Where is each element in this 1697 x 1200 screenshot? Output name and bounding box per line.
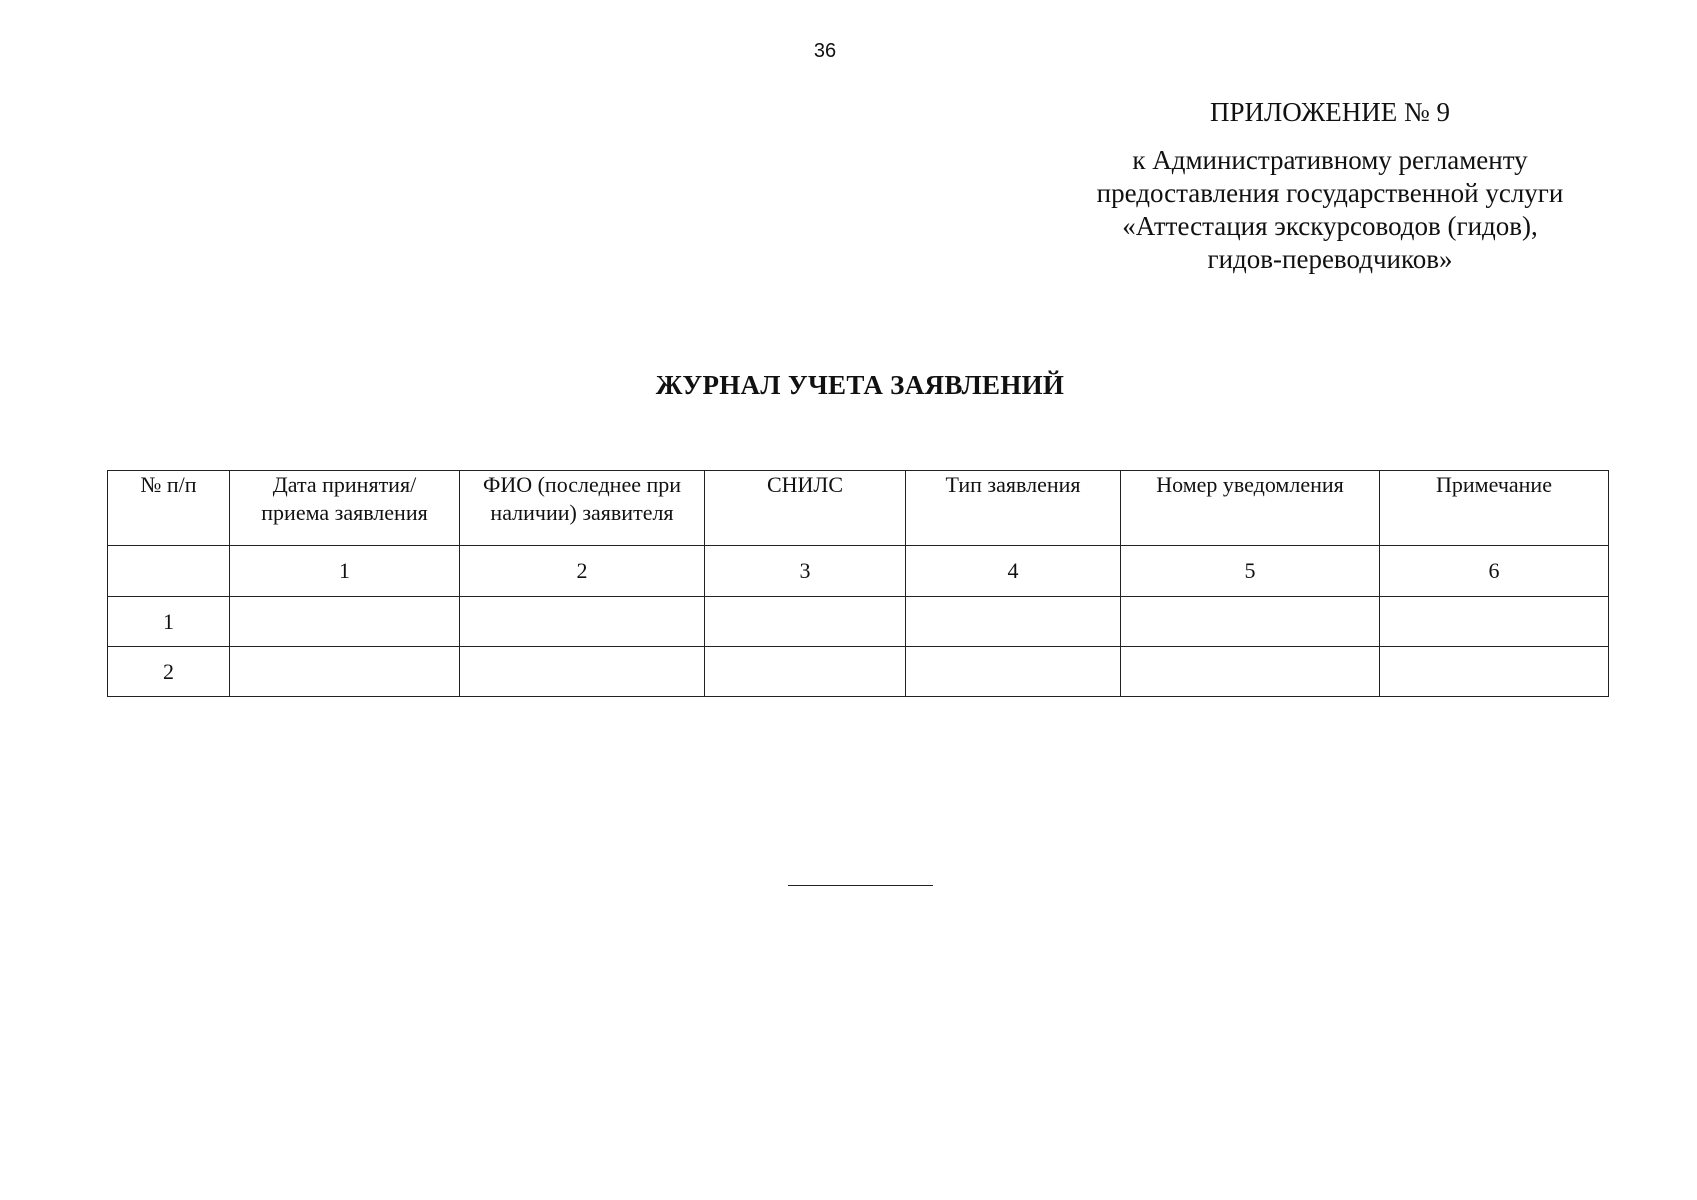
- header-cell-notice-number: [1121, 471, 1380, 546]
- appendix-title: ПРИЛОЖЕНИЕ № 9: [1209, 97, 1451, 127]
- appendix-line: гидов-переводчиков»: [1207, 244, 1453, 274]
- table-cell: 1: [230, 546, 460, 597]
- journal-table: [107, 470, 1609, 697]
- header-text: № п/п: [140, 472, 197, 497]
- header-cell-date: [230, 471, 460, 546]
- appendix-line: «Аттестация экскурсоводов (гидов),: [1122, 211, 1538, 241]
- table-cell: [460, 647, 705, 697]
- table-header-row: [108, 471, 1609, 546]
- table-cell: 3: [705, 546, 906, 597]
- table-cell: 2: [108, 647, 230, 697]
- end-divider-line: [788, 885, 933, 886]
- header-cell-name: [460, 471, 705, 546]
- appendix-line: к Административному регламенту: [1132, 145, 1528, 175]
- table-row: [108, 647, 1609, 697]
- table-cell: [1121, 597, 1380, 647]
- table-cell: [460, 597, 705, 647]
- header-cell-note: [1380, 471, 1609, 546]
- header-cell-number: [108, 471, 230, 546]
- header-text: Примечание: [1436, 472, 1552, 497]
- table-cell: 1: [108, 597, 230, 647]
- table-cell: [705, 647, 906, 697]
- table-cell: [1121, 647, 1380, 697]
- header-text: наличии) заявителя: [490, 500, 674, 525]
- header-text: Дата принятия/: [272, 472, 417, 497]
- table-cell: 6: [1380, 546, 1609, 597]
- table-cell: 5: [1121, 546, 1380, 597]
- appendix-block: [1060, 96, 1600, 276]
- header-cell-snils: [705, 471, 906, 546]
- table-cell: [1380, 597, 1609, 647]
- table-cell: 2: [460, 546, 705, 597]
- column-index-row: [108, 546, 1609, 597]
- header-cell-type: [906, 471, 1121, 546]
- table-row: [108, 597, 1609, 647]
- table-cell: [906, 647, 1121, 697]
- journal-title: ЖУРНАЛ УЧЕТА ЗАЯВЛЕНИЙ: [655, 370, 1065, 400]
- header-text: Тип заявления: [945, 472, 1081, 497]
- header-text: Номер уведомления: [1156, 472, 1344, 497]
- header-text: СНИЛС: [766, 472, 844, 497]
- appendix-line: предоставления государственной услуги: [1096, 178, 1564, 208]
- header-text: приема заявления: [261, 500, 428, 525]
- table-cell: [906, 597, 1121, 647]
- table-cell: 4: [906, 546, 1121, 597]
- table-cell: [705, 597, 906, 647]
- header-text: ФИО (последнее при: [482, 472, 682, 497]
- table-cell: [230, 647, 460, 697]
- table-cell: [108, 546, 230, 597]
- table-cell: [1380, 647, 1609, 697]
- table-cell: [230, 597, 460, 647]
- page-number: 36: [813, 40, 837, 62]
